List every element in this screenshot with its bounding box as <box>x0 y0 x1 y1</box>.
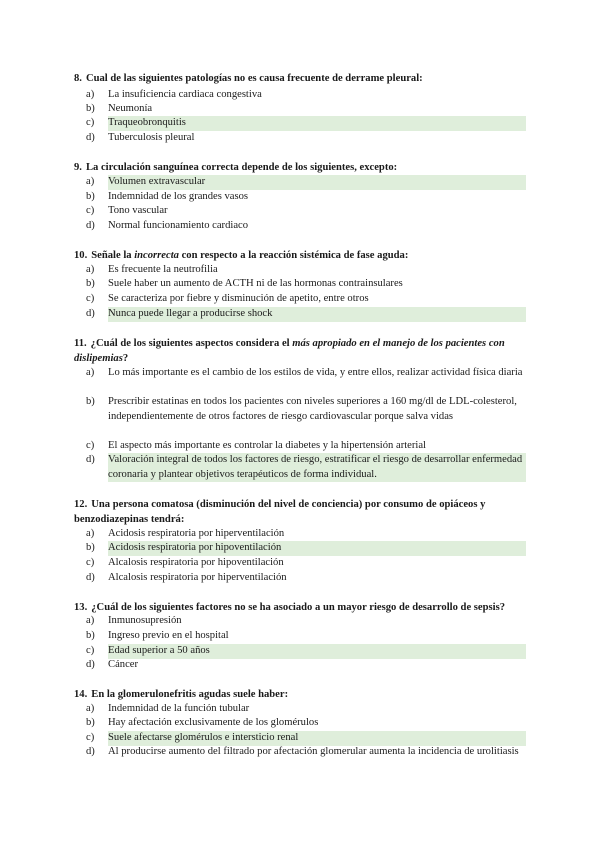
option-b: b) Ingreso previo en el hospital <box>86 630 229 641</box>
option-a: a) Volumen extravascular <box>86 175 526 190</box>
option-a: a) Inmunosupresión <box>86 615 182 626</box>
question-title: 13. ¿Cuál de los siguientes factores no se ha asociado a un mayor riesgo de desarrollo de sepsis? <box>74 602 506 613</box>
option-a: a) Indemnidad de la función tubular <box>86 703 250 714</box>
option-a: a) Es frecuente la neutrofilia <box>86 264 218 275</box>
option-c: c) El aspecto más importante es controlar la diabetes y la hipertensión arterial <box>86 440 426 451</box>
question-title: 14. En la glomerulonefritis agudas suele haber: <box>74 689 289 700</box>
option-b: b) Indemnidad de los grandes vasos <box>86 191 249 202</box>
option-d: d) Normal funcionamiento cardiaco <box>86 220 249 231</box>
option-b: b) Suele haber un aumento de ACTH ni de las hormonas contrainsulares <box>86 278 403 289</box>
option-c: c) Edad superior a 50 años <box>86 644 526 659</box>
option-a: a) Lo más importante es el cambio de los estilos de vida, y entre ellos, realizar actividad física diaria <box>86 367 523 378</box>
option-d: d) Valoración integral de todos los factores de riesgo, estratificar el riesgo de desarrollar enfermedad coronaria y plantear objetivos terapéuticos de forma individual. <box>86 453 526 482</box>
option-c: c) Se caracteriza por fiebre y disminución de apetito, entre otros <box>86 293 369 304</box>
option-a: a) Acidosis respiratoria por hiperventilación <box>86 528 285 539</box>
option-b: b) Prescribir estatinas en todos los pacientes con niveles superiores a 160 mg/dl de LDL-colesterol, independientemente de otros factores de riesgo cardiovascular porque salva vidas <box>86 396 517 422</box>
question-title: 9. La circulación sanguínea correcta depende de los siguientes, excepto: <box>74 162 398 173</box>
option-d: d) Cáncer <box>86 659 138 670</box>
question-title: 10. Señale la incorrecta con respecto a la reacción sistémica de fase aguda: <box>74 250 409 261</box>
option-a: a) La insuficiencia cardiaca congestiva <box>86 89 262 100</box>
option-b: b) Hay afectación exclusivamente de los glomérulos <box>86 717 319 728</box>
option-d: d) Alcalosis respiratoria por hiperventilación <box>86 572 287 583</box>
option-b: b) Acidosis respiratoria por hipoventilación <box>86 541 526 556</box>
option-d: d) Nunca puede llegar a producirse shock <box>86 307 526 322</box>
option-c: c) Traqueobronquitis <box>86 116 526 131</box>
option-d: d) Al producirse aumento del filtrado por afectación glomerular aumenta la incidencia de urolitiasis <box>86 746 519 757</box>
option-c: c) Alcalosis respiratoria por hipoventilación <box>86 557 284 568</box>
question-title: 11. ¿Cuál de los siguientes aspectos considera el más apropiado en el manejo de los pacientes con dislipemias? <box>74 338 505 364</box>
option-d: d) Tuberculosis pleural <box>86 132 195 143</box>
question-title: 12. Una persona comatosa (disminución del nivel de conciencia) por consumo de opiáceos y benzodiazepinas tendrá: <box>74 499 486 525</box>
option-c: c) Suele afectarse glomérulos e intersticio renal <box>86 731 526 746</box>
question-title: 8. Cual de las siguientes patologías no es causa frecuente de derrame pleural: <box>74 73 423 84</box>
option-b: b) Neumonía <box>86 103 153 114</box>
option-c: c) Tono vascular <box>86 205 168 216</box>
